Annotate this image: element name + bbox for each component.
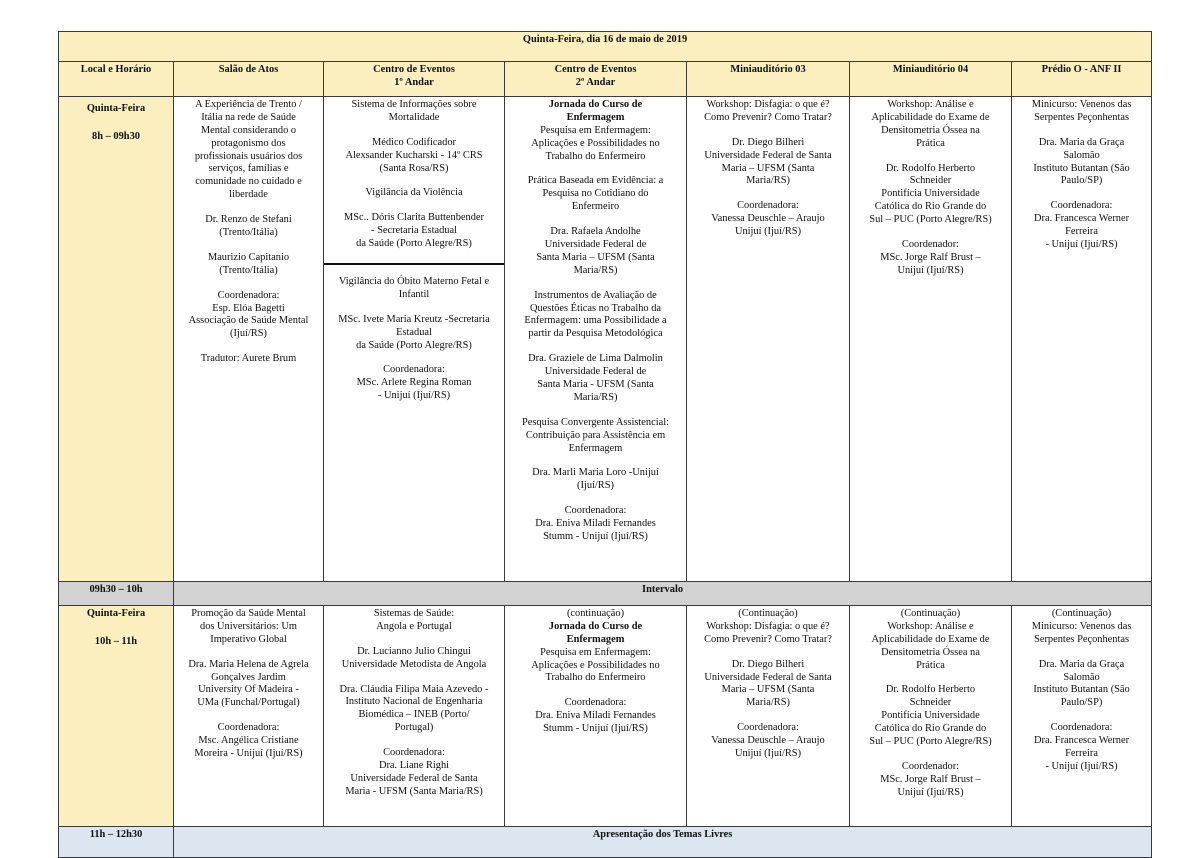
text-block [1016, 722, 1147, 774]
column-header-2 [324, 62, 505, 97]
text-line: Dra. Marli Maria Loro -Unijuí [532, 467, 659, 479]
page-title: Quinta-Feira, dia 16 de maio de 2019 [59, 32, 1152, 62]
column-header-4 [687, 62, 850, 97]
text-line: Dr. Diego Bilheri [731, 658, 805, 670]
text-line: comunidade no cuidado e [195, 176, 302, 188]
text-line: (Ijuí/RS) [230, 328, 267, 340]
break-label: Intervalo [174, 582, 1152, 606]
column-header-5 [850, 62, 1012, 97]
text-line: MSc. Jorge Ralf Brust – [880, 773, 981, 785]
text-line: Como Prevenir? Como Tratar? [704, 633, 832, 645]
text-line: Mental considerando o [200, 124, 297, 136]
text-line: Aplicabilidade do Exame de [871, 111, 990, 123]
text-block [509, 467, 682, 493]
text-line: Instituto Butantan (São [1033, 162, 1130, 174]
column-header-3 [505, 62, 687, 97]
text-line: Promoção da Saúde Mental [191, 608, 306, 619]
text-block [691, 722, 845, 761]
session1-cell-0 [174, 97, 324, 582]
text-line: Médico Codificador [372, 136, 456, 148]
text-line: A Experiência de Trento / [195, 99, 302, 110]
text-line: Enfermagem [566, 633, 625, 645]
break-row-free-topics [59, 827, 1152, 858]
text-line: - Secretaria Estadual [371, 225, 457, 237]
text-line: Jornada do Curso de [548, 620, 643, 632]
text-line: - Unijuí (Ijuí/RS) [1045, 239, 1118, 251]
column-header-line: 2º Andar [575, 76, 616, 88]
text-line: Sul – PUC (Porto Alegre/RS) [869, 214, 992, 226]
text-line: Coordenadora: [1050, 722, 1113, 734]
text-line: dos Universitários: Um [200, 620, 297, 632]
column-header-line: Salão de Atos [218, 64, 279, 75]
text-line: Instrumentos de Avaliação de [534, 289, 657, 301]
text-block [854, 761, 1007, 800]
text-line: Coordenador: [901, 760, 960, 772]
session-divider [324, 263, 504, 265]
time-label: 10h – 11h [94, 635, 138, 647]
text-line: Coordenador: [901, 239, 960, 251]
text-line: Pesquisa em Enfermagem: [540, 646, 651, 658]
column-header-line: Miniauditório 03 [730, 64, 806, 75]
text-line: Coordenadora: [217, 722, 280, 734]
text-line: Salomão [1063, 149, 1100, 161]
text-line: protagonismo dos [211, 137, 286, 149]
text-line: Questões Éticas no Trabalho da [529, 302, 662, 314]
text-line: Biomédica – INEB (Porto/ [358, 709, 470, 721]
text-line: Workshop: Disfagia: o que é? [706, 620, 830, 632]
text-line: Paulo/SP) [1060, 697, 1103, 709]
session2-cell-5 [1012, 606, 1152, 827]
text-line: (Ijuí/RS) [577, 480, 614, 492]
text-block [328, 608, 500, 634]
text-line: Minicurso: Venenos das [1031, 99, 1132, 110]
text-line: Prática [916, 659, 945, 671]
text-line: Minicurso: Venenos das [1031, 620, 1132, 632]
text-line: University Of Madeira - [198, 684, 299, 696]
time-label: 8h – 09h30 [92, 130, 140, 142]
text-line: Enfermagem [566, 111, 625, 123]
text-line: Tradutor: Aurete Brum [200, 353, 297, 365]
text-line: (continuação) [566, 608, 625, 619]
text-line: Dra. Graziele de Lima Dalmolin [528, 353, 663, 365]
session-row-1 [59, 97, 1152, 582]
text-line: Universidade Federal de [544, 366, 647, 378]
text-block [328, 646, 500, 672]
text-line: Ferreira [1065, 748, 1098, 760]
text-line: Msc. Angélica Cristiane [198, 735, 299, 747]
text-line: Aplicações e Possibilidades no [531, 659, 660, 671]
text-line: Mortalidade [388, 111, 440, 123]
text-line: UMa (Funchal/Portugal) [197, 697, 300, 709]
text-block [328, 364, 500, 403]
text-block [509, 175, 682, 214]
text-block [328, 314, 500, 353]
text-line: Enfermeiro [571, 201, 620, 213]
session2-cell-1 [324, 606, 505, 827]
text-line: Maurizio Capitanio [207, 251, 290, 263]
text-line: MSc. Arlete Regina Roman [356, 377, 472, 389]
column-header-line: Local e Horário [80, 64, 152, 75]
text-line: Coordenadora: [383, 747, 445, 759]
text-line: Portugal) [394, 722, 434, 734]
text-block [178, 99, 319, 202]
text-line: MSc. Jorge Ralf Brust – [880, 251, 981, 263]
text-line: Pontifícia Universidade [881, 710, 980, 722]
text-line: Stumm - Unijuí (Ijuí/RS) [543, 531, 648, 543]
text-line: Alexsander Kucharski - 14º CRS [345, 149, 483, 161]
text-line: Pesquisa Convergente Assistencial: [522, 416, 669, 428]
text-block [509, 99, 682, 163]
text-line: Dr. Rodolfo Herberto [885, 684, 976, 696]
column-header-line: Centro de Eventos [373, 64, 455, 75]
text-line: Schneider [909, 175, 952, 187]
text-line: Maria/RS) [573, 391, 618, 403]
text-line: Gonçalves Jardim [211, 671, 286, 683]
text-line: Salomão [1063, 671, 1100, 683]
text-line: da Saúde (Porto Alegre/RS) [356, 339, 472, 351]
text-line: (Continuação) [1051, 608, 1112, 619]
text-line: Católica do Rio Grande do [874, 201, 987, 213]
text-line: Dra. Maria Helena de Agrela [188, 658, 309, 670]
column-header-1 [174, 62, 324, 97]
session2-cell-2 [505, 606, 687, 827]
text-block [178, 214, 319, 240]
text-line: Maria – UFSM (Santa [721, 684, 815, 696]
text-line: Como Prevenir? Como Tratar? [704, 111, 832, 123]
text-block [854, 684, 1007, 748]
text-block [509, 697, 682, 736]
text-block [178, 722, 319, 761]
text-block [509, 417, 682, 456]
text-block [1016, 200, 1147, 252]
text-line: da Saúde (Porto Alegre/RS) [356, 238, 472, 250]
text-line: MSc.. Dóris Clarita Buttenbender [344, 212, 484, 224]
text-block [854, 608, 1007, 672]
day-label: Quinta-Feira [86, 103, 146, 114]
text-block [1016, 137, 1147, 189]
text-block [691, 659, 845, 711]
text-line: Unijuí (Ijuí/RS) [897, 264, 964, 276]
text-line: Dra. Eniva Miladi Fernandes [535, 518, 656, 530]
day-label: Quinta-Feira [86, 608, 146, 619]
column-header-6 [1012, 62, 1152, 97]
text-line: Dr. Rodolfo Herberto [885, 162, 976, 174]
text-line: Estadual [396, 326, 432, 338]
text-block [178, 290, 319, 342]
text-line: Dra. Rafaela Andolhe [550, 226, 641, 238]
time-cell-session-1 [59, 97, 174, 582]
column-header-line: Prédio O - ANF II [1041, 64, 1122, 75]
text-line: Dra. Maria da Graça [1038, 658, 1125, 670]
text-block [854, 99, 1007, 151]
text-line: Maria/RS) [573, 264, 618, 276]
text-line: Coordenadora: [564, 505, 627, 517]
session-row-2 [59, 606, 1152, 827]
text-line: Enfermagem [568, 442, 623, 454]
text-block [509, 353, 682, 405]
text-line: Santa Maria - UFSM (Santa [537, 379, 654, 391]
text-block [691, 99, 845, 125]
text-line: liberdade [229, 189, 268, 201]
text-line: Aplicabilidade do Exame de [871, 633, 990, 645]
text-block [691, 137, 845, 189]
text-line: Dr. Renzo de Stefani [205, 214, 292, 226]
text-line: Coordenadora: [383, 364, 445, 376]
text-line: Workshop: Disfagia: o que é? [706, 99, 830, 110]
text-block [328, 137, 500, 176]
text-line: Vanessa Deuschle – Araujo [711, 735, 825, 747]
session1-cell-4 [850, 97, 1012, 582]
text-line: Sistemas de Saúde: [373, 608, 455, 619]
text-line: Paulo/SP) [1060, 175, 1103, 187]
text-line: Universidade Metodista de Angola [341, 658, 487, 670]
text-block [1016, 659, 1147, 711]
text-line: Itália na rede de Saúde [201, 111, 296, 123]
column-header-line: Miniauditório 04 [892, 64, 969, 75]
text-line: Ferreira [1065, 226, 1098, 238]
text-line: (Trento/Itália) [219, 264, 278, 276]
text-block [328, 684, 500, 736]
text-line: Santa Maria – UFSM (Santa [536, 251, 655, 263]
text-line: Prática [916, 137, 945, 149]
text-block [1016, 608, 1147, 647]
text-line: Pesquisa em Enfermagem: [540, 124, 651, 136]
text-line: Enfermagem: uma Possibilidade a [524, 315, 667, 327]
text-line: Infantil [398, 288, 430, 300]
text-block [509, 290, 682, 342]
break-time: 09h30 – 10h [59, 582, 174, 606]
header-row [59, 62, 1152, 97]
text-line: Unijuí (Ijuí/RS) [734, 226, 802, 238]
text-block [328, 276, 500, 302]
text-line: Coordenadora: [737, 200, 799, 212]
text-line: (Continuação) [738, 608, 798, 619]
text-line: Vigilância da Violência [365, 187, 463, 199]
free-topics-label: Apresentação dos Temas Livres [174, 827, 1152, 858]
text-block [178, 608, 319, 647]
text-line: Esp. Elóa Bagetti [212, 302, 285, 314]
session1-cell-3 [687, 97, 850, 582]
text-block [691, 608, 845, 647]
text-line: Aplicações e Possibilidades no [531, 137, 660, 149]
session2-cell-3 [687, 606, 850, 827]
text-block [328, 99, 500, 125]
text-line: Coordenadora: [217, 289, 280, 301]
text-line: Workshop: Análise e [887, 620, 974, 632]
text-line: Sul – PUC (Porto Alegre/RS) [869, 736, 992, 748]
session2-cell-0 [174, 606, 324, 827]
text-line: Moreira - Unijuí (Ijuí/RS) [194, 748, 303, 760]
text-line: Schneider [909, 697, 952, 709]
text-line: Dra. Maria da Graça [1038, 136, 1125, 148]
text-line: Dr. Diego Bilheri [731, 136, 805, 148]
text-line: Dra. Liane Righi [378, 760, 450, 772]
text-line: Contribuição para Assistência em [525, 429, 666, 441]
text-line: Unijuí (Ijuí/RS) [897, 786, 964, 798]
text-line: Dra. Eniva Miladi Fernandes [535, 710, 656, 722]
text-line: Maria/RS) [746, 175, 790, 187]
text-line: serviços, famílias e [208, 163, 289, 175]
text-line: Universidade Federal de Santa [704, 671, 832, 683]
session2-cell-4 [850, 606, 1012, 827]
text-line: Católica do Rio Grande do [874, 723, 987, 735]
text-line: Dra. Francesca Werner [1034, 213, 1130, 225]
text-block [509, 226, 682, 278]
text-line: Associação de Saúde Mental [188, 315, 309, 327]
text-line: Serpentes Peçonhentas [1034, 633, 1130, 645]
text-line: profissionais usuários dos [194, 150, 303, 162]
text-line: (Santa Rosa/RS) [379, 162, 449, 174]
text-line: Coordenadora: [564, 697, 627, 709]
column-header-line: Centro de Eventos [554, 64, 637, 75]
text-line: Angola e Portugal [376, 620, 452, 632]
text-line: - Unijuí (Ijuí/RS) [1045, 760, 1118, 772]
text-line: Universidade Federal de Santa [350, 772, 478, 784]
text-block [1016, 99, 1147, 125]
text-line: Dra. Cláudia Filipa Maia Azevedo - [339, 683, 489, 695]
text-block [328, 212, 500, 251]
text-line: Vigilância do Óbito Materno Fetal e [338, 276, 490, 288]
free-topics-time: 11h – 12h30 [59, 827, 174, 858]
text-line: (Trento/Itália) [219, 227, 278, 239]
text-block [509, 608, 682, 685]
text-line: Maria/RS) [746, 697, 790, 709]
text-line: partir da Pesquisa Metodológica [528, 328, 663, 340]
text-line: Universidade Federal de Santa [704, 149, 832, 161]
text-line: Instituto Butantan (São [1033, 684, 1130, 696]
text-block [178, 353, 319, 366]
text-block [178, 659, 319, 711]
text-line: Stumm - Unijuí (Ijuí/RS) [543, 723, 648, 735]
text-line: - Unijuí (Ijuí/RS) [377, 390, 451, 402]
text-block [328, 187, 500, 200]
schedule-table [58, 31, 1152, 858]
break-row-interval [59, 582, 1152, 606]
column-header-0 [59, 62, 174, 97]
session1-cell-1 [324, 97, 505, 582]
text-line: Serpentes Peçonhentas [1034, 111, 1130, 123]
text-block [328, 747, 500, 799]
text-line: Densitometria Óssea na [881, 646, 980, 658]
text-line: Unijuí (Ijuí/RS) [734, 748, 802, 760]
text-block [178, 252, 319, 278]
text-line: Trabalho do Enfermeiro [545, 150, 646, 162]
text-line: Coordenadora: [737, 722, 799, 734]
column-header-line: 1º Andar [394, 76, 434, 88]
text-line: Pontifícia Universidade [881, 188, 980, 200]
text-line: Maria – UFSM (Santa [721, 162, 815, 174]
text-line: Vanessa Deuschle – Araujo [711, 213, 825, 225]
text-block [509, 505, 682, 544]
text-line: Workshop: Análise e [887, 99, 974, 110]
text-line: Prática Baseada em Evidência: a [527, 175, 664, 187]
text-line: Imperativo Global [210, 633, 287, 645]
text-block [854, 163, 1007, 227]
text-line: Maria - UFSM (Santa Maria/RS) [345, 785, 483, 797]
text-line: MSc. Ivete Maria Kreutz -Secretaria [338, 313, 490, 325]
text-line: Dr. Lucianno Julio Chingui [357, 645, 471, 657]
text-line: Coordenadora: [1050, 200, 1113, 212]
text-line: Sistema de Informações sobre [351, 99, 477, 110]
session1-cell-2 [505, 97, 687, 582]
text-block [691, 200, 845, 239]
text-line: Universidade Federal de [544, 239, 647, 251]
text-line: Pesquisa no Cotidiano do [542, 188, 649, 200]
text-line: Dra. Francesca Werner [1034, 735, 1130, 747]
text-line: (Continuação) [900, 608, 961, 619]
session1-cell-5 [1012, 97, 1152, 582]
time-cell-session-2 [59, 606, 174, 827]
text-block [854, 239, 1007, 278]
text-line: Densitometria Óssea na [881, 124, 980, 136]
text-line: Trabalho do Enfermeiro [545, 672, 646, 684]
text-line: Instituto Nacional de Engenharia [345, 696, 483, 708]
text-line: Jornada do Curso de [548, 99, 643, 110]
